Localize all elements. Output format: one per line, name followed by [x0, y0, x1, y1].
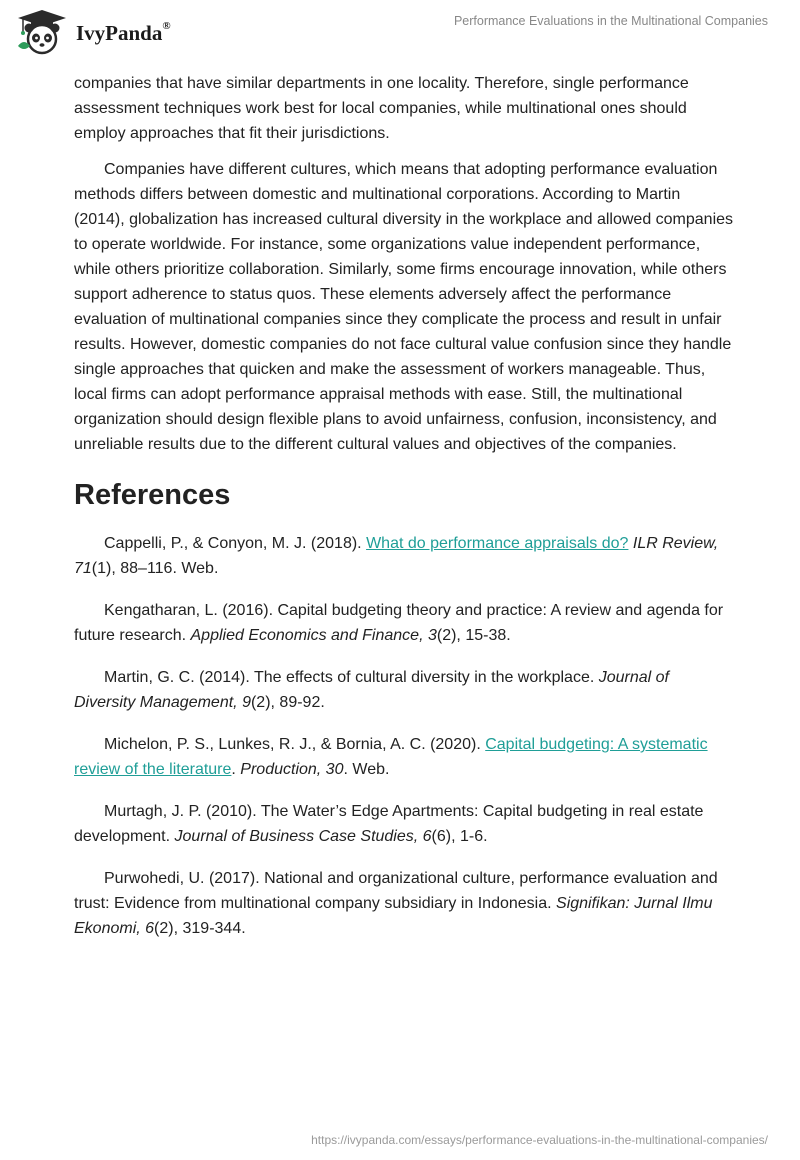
reference-item: Purwohedi, U. (2017). National and organizational culture, performance evaluation and trust: Evidence from multinational company subsidiary in Indonesia. Signifikan: Jurnal Ilmu Ekonomi, 6(2), 319-344. [74, 870, 718, 937]
reference-item: Michelon, P. S., Lunkes, R. J., & Bornia, A. C. (2020). Capital budgeting: A systematic review of the literature. Production, 30. Web. [74, 736, 708, 778]
brand-logo[interactable] [14, 8, 171, 56]
page-header [0, 0, 800, 70]
reference-item: Murtagh, J. P. (2010). The Water’s Edge Apartments: Capital budgeting in real estate development. Journal of Business Case Studies, 6(6), 1-6. [74, 803, 704, 845]
reference-item: Cappelli, P., & Conyon, M. J. (2018). What do performance appraisals do? ILR Review, 71(1), 88–116. Web. [74, 535, 719, 577]
reference-link[interactable]: What do performance appraisals do? [366, 535, 629, 552]
panda-graduate-icon [14, 8, 70, 56]
body-paragraph-2: Companies have different cultures, which means that adopting performance evaluation methods differs between domestic and multinational corporations. According to Martin (2014), globalization has increased cultural diversity in the workplace and allowed companies to operate worldwide. For instance, some organizations value independent performance, while others prioritize collaboration. Similarly, some firms encourage innovation, while others support adherence to status quos. These elements adversely affect the performance evaluation of multinational companies since they complicate the process and result in unfair results. However, domestic companies do not face cultural value confusion since they handle single approaches that quicken and make the assessment of workers manageable. Thus, local firms can adopt performance appraisal methods with ease. Still, the multinational organization should design flexible plans to avoid unfairness, confusion, inconsistency, and unreliable results due to the different cultural values and objectives of the companies. [74, 161, 734, 453]
essay-content [74, 71, 734, 958]
reference-item: Kengatharan, L. (2016). Capital budgeting theory and practice: A review and agenda for future research. Applied Economics and Finance, 3(2), 15-38. [74, 602, 724, 644]
body-paragraph-1: companies that have similar departments in one locality. Therefore, single performance assessment techniques work best for local companies, while multinational ones should employ approaches that fit their jurisdictions. [74, 75, 689, 142]
brand-name: IvyPanda® [76, 19, 171, 45]
document-title: Performance Evaluations in the Multinational Companies [453, 14, 768, 28]
reference-item: Martin, G. C. (2014). The effects of cultural diversity in the workplace. Journal of Diversity Management, 9(2), 89-92. [74, 669, 669, 711]
footer-url: https://ivypanda.com/essays/performance-evaluations-in-the-multinational-companies/ [311, 1133, 768, 1147]
reference-link[interactable]: Capital budgeting: A systematic review of the literature [74, 736, 708, 778]
references-heading: References [74, 479, 231, 511]
